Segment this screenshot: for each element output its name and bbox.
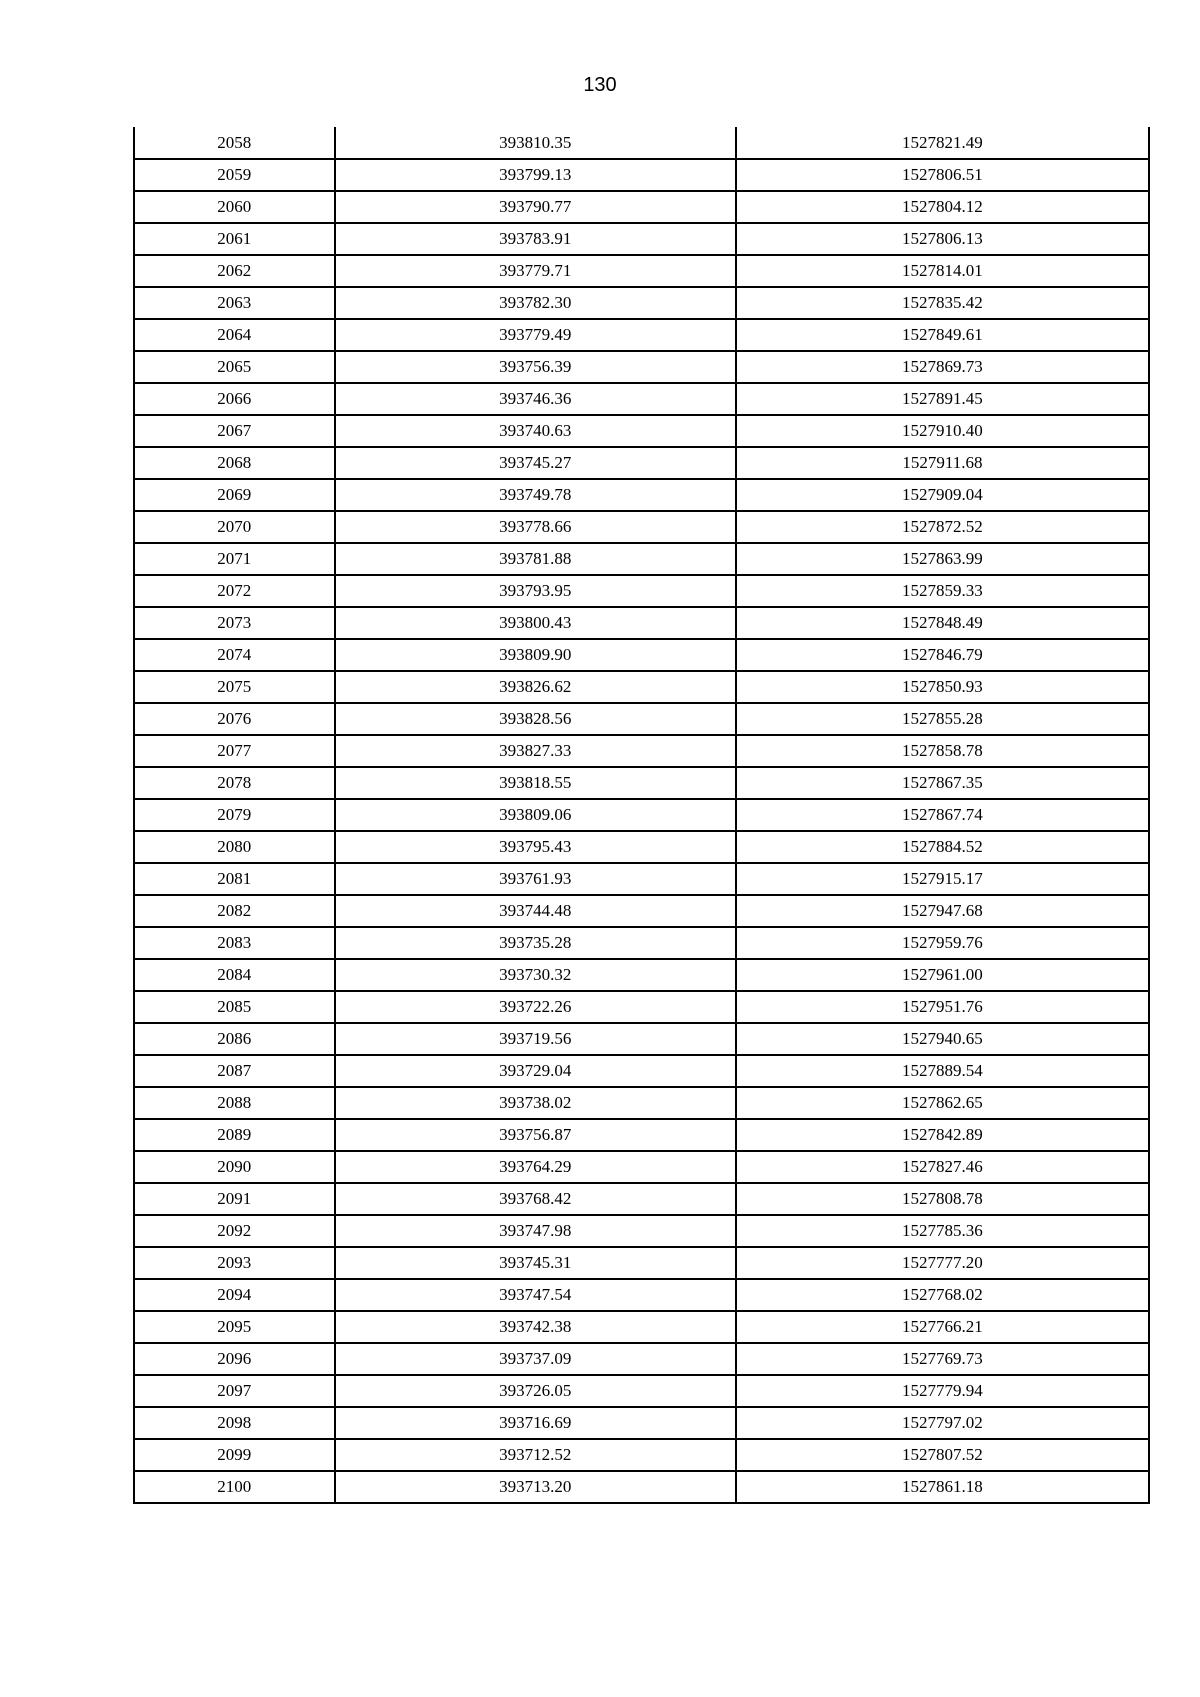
table-row bbox=[134, 1183, 1149, 1215]
point-number-cell: 2067 bbox=[134, 415, 335, 447]
table-row bbox=[134, 991, 1149, 1023]
table-row bbox=[134, 223, 1149, 255]
point-number-cell: 2064 bbox=[134, 319, 335, 351]
table-row bbox=[134, 543, 1149, 575]
x-coordinate-cell: 393783.91 bbox=[335, 223, 736, 255]
point-number-cell: 2098 bbox=[134, 1407, 335, 1439]
point-number-cell: 2084 bbox=[134, 959, 335, 991]
table-row bbox=[134, 383, 1149, 415]
y-coordinate-cell: 1527891.45 bbox=[736, 383, 1149, 415]
x-coordinate-cell: 393800.43 bbox=[335, 607, 736, 639]
table-row bbox=[134, 1311, 1149, 1343]
x-coordinate-cell: 393799.13 bbox=[335, 159, 736, 191]
x-coordinate-cell: 393712.52 bbox=[335, 1439, 736, 1471]
point-number-cell: 2068 bbox=[134, 447, 335, 479]
y-coordinate-cell: 1527797.02 bbox=[736, 1407, 1149, 1439]
y-coordinate-cell: 1527859.33 bbox=[736, 575, 1149, 607]
y-coordinate-cell: 1527961.00 bbox=[736, 959, 1149, 991]
x-coordinate-cell: 393738.02 bbox=[335, 1087, 736, 1119]
y-coordinate-cell: 1527872.52 bbox=[736, 511, 1149, 543]
y-coordinate-cell: 1527848.49 bbox=[736, 607, 1149, 639]
y-coordinate-cell: 1527863.99 bbox=[736, 543, 1149, 575]
y-coordinate-cell: 1527821.49 bbox=[736, 127, 1149, 159]
y-coordinate-cell: 1527869.73 bbox=[736, 351, 1149, 383]
x-coordinate-cell: 393795.43 bbox=[335, 831, 736, 863]
table-row bbox=[134, 575, 1149, 607]
point-number-cell: 2060 bbox=[134, 191, 335, 223]
table-row bbox=[134, 127, 1149, 159]
x-coordinate-cell: 393756.39 bbox=[335, 351, 736, 383]
table-body bbox=[134, 127, 1149, 1503]
y-coordinate-cell: 1527827.46 bbox=[736, 1151, 1149, 1183]
point-number-cell: 2075 bbox=[134, 671, 335, 703]
y-coordinate-cell: 1527807.52 bbox=[736, 1439, 1149, 1471]
x-coordinate-cell: 393826.62 bbox=[335, 671, 736, 703]
y-coordinate-cell: 1527855.28 bbox=[736, 703, 1149, 735]
x-coordinate-cell: 393809.90 bbox=[335, 639, 736, 671]
y-coordinate-cell: 1527889.54 bbox=[736, 1055, 1149, 1087]
x-coordinate-cell: 393746.36 bbox=[335, 383, 736, 415]
table-row bbox=[134, 735, 1149, 767]
table-row bbox=[134, 1407, 1149, 1439]
y-coordinate-cell: 1527777.20 bbox=[736, 1247, 1149, 1279]
y-coordinate-cell: 1527779.94 bbox=[736, 1375, 1149, 1407]
table-row bbox=[134, 895, 1149, 927]
y-coordinate-cell: 1527842.89 bbox=[736, 1119, 1149, 1151]
table-row bbox=[134, 447, 1149, 479]
y-coordinate-cell: 1527915.17 bbox=[736, 863, 1149, 895]
point-number-cell: 2071 bbox=[134, 543, 335, 575]
x-coordinate-cell: 393744.48 bbox=[335, 895, 736, 927]
x-coordinate-cell: 393719.56 bbox=[335, 1023, 736, 1055]
point-number-cell: 2090 bbox=[134, 1151, 335, 1183]
table-row bbox=[134, 159, 1149, 191]
x-coordinate-cell: 393730.32 bbox=[335, 959, 736, 991]
table-row bbox=[134, 1151, 1149, 1183]
table-row bbox=[134, 959, 1149, 991]
x-coordinate-cell: 393764.29 bbox=[335, 1151, 736, 1183]
table-row bbox=[134, 191, 1149, 223]
point-number-cell: 2069 bbox=[134, 479, 335, 511]
point-number-cell: 2061 bbox=[134, 223, 335, 255]
point-number-cell: 2083 bbox=[134, 927, 335, 959]
x-coordinate-cell: 393729.04 bbox=[335, 1055, 736, 1087]
table-row bbox=[134, 1055, 1149, 1087]
point-number-cell: 2089 bbox=[134, 1119, 335, 1151]
table-row bbox=[134, 1471, 1149, 1503]
x-coordinate-cell: 393749.78 bbox=[335, 479, 736, 511]
table-row bbox=[134, 1279, 1149, 1311]
x-coordinate-cell: 393809.06 bbox=[335, 799, 736, 831]
y-coordinate-cell: 1527884.52 bbox=[736, 831, 1149, 863]
point-number-cell: 2091 bbox=[134, 1183, 335, 1215]
point-number-cell: 2058 bbox=[134, 127, 335, 159]
y-coordinate-cell: 1527806.51 bbox=[736, 159, 1149, 191]
y-coordinate-cell: 1527947.68 bbox=[736, 895, 1149, 927]
y-coordinate-cell: 1527909.04 bbox=[736, 479, 1149, 511]
point-number-cell: 2078 bbox=[134, 767, 335, 799]
x-coordinate-cell: 393745.31 bbox=[335, 1247, 736, 1279]
y-coordinate-cell: 1527806.13 bbox=[736, 223, 1149, 255]
point-number-cell: 2096 bbox=[134, 1343, 335, 1375]
table-row bbox=[134, 671, 1149, 703]
table-row bbox=[134, 1375, 1149, 1407]
point-number-cell: 2077 bbox=[134, 735, 335, 767]
y-coordinate-cell: 1527959.76 bbox=[736, 927, 1149, 959]
table-row bbox=[134, 287, 1149, 319]
table-row bbox=[134, 799, 1149, 831]
table-row bbox=[134, 703, 1149, 735]
point-number-cell: 2088 bbox=[134, 1087, 335, 1119]
y-coordinate-cell: 1527808.78 bbox=[736, 1183, 1149, 1215]
point-number-cell: 2087 bbox=[134, 1055, 335, 1087]
point-number-cell: 2099 bbox=[134, 1439, 335, 1471]
point-number-cell: 2100 bbox=[134, 1471, 335, 1503]
x-coordinate-cell: 393779.71 bbox=[335, 255, 736, 287]
point-number-cell: 2097 bbox=[134, 1375, 335, 1407]
x-coordinate-cell: 393756.87 bbox=[335, 1119, 736, 1151]
point-number-cell: 2076 bbox=[134, 703, 335, 735]
y-coordinate-cell: 1527867.74 bbox=[736, 799, 1149, 831]
table-row bbox=[134, 255, 1149, 287]
x-coordinate-cell: 393828.56 bbox=[335, 703, 736, 735]
table-row bbox=[134, 511, 1149, 543]
table-row bbox=[134, 1247, 1149, 1279]
x-coordinate-cell: 393745.27 bbox=[335, 447, 736, 479]
x-coordinate-cell: 393747.98 bbox=[335, 1215, 736, 1247]
y-coordinate-cell: 1527862.65 bbox=[736, 1087, 1149, 1119]
point-number-cell: 2094 bbox=[134, 1279, 335, 1311]
x-coordinate-cell: 393716.69 bbox=[335, 1407, 736, 1439]
table-row bbox=[134, 639, 1149, 671]
point-number-cell: 2095 bbox=[134, 1311, 335, 1343]
point-number-cell: 2070 bbox=[134, 511, 335, 543]
x-coordinate-cell: 393793.95 bbox=[335, 575, 736, 607]
x-coordinate-cell: 393781.88 bbox=[335, 543, 736, 575]
table-row bbox=[134, 831, 1149, 863]
y-coordinate-cell: 1527861.18 bbox=[736, 1471, 1149, 1503]
y-coordinate-cell: 1527814.01 bbox=[736, 255, 1149, 287]
point-number-cell: 2092 bbox=[134, 1215, 335, 1247]
point-number-cell: 2062 bbox=[134, 255, 335, 287]
x-coordinate-cell: 393740.63 bbox=[335, 415, 736, 447]
table-row bbox=[134, 1119, 1149, 1151]
table-row bbox=[134, 479, 1149, 511]
y-coordinate-cell: 1527867.35 bbox=[736, 767, 1149, 799]
y-coordinate-cell: 1527951.76 bbox=[736, 991, 1149, 1023]
table-row bbox=[134, 415, 1149, 447]
y-coordinate-cell: 1527846.79 bbox=[736, 639, 1149, 671]
point-number-cell: 2073 bbox=[134, 607, 335, 639]
table-row bbox=[134, 1087, 1149, 1119]
y-coordinate-cell: 1527858.78 bbox=[736, 735, 1149, 767]
table-row bbox=[134, 1023, 1149, 1055]
y-coordinate-cell: 1527911.68 bbox=[736, 447, 1149, 479]
table-row bbox=[134, 767, 1149, 799]
table-row bbox=[134, 1215, 1149, 1247]
point-number-cell: 2082 bbox=[134, 895, 335, 927]
table-row bbox=[134, 319, 1149, 351]
x-coordinate-cell: 393790.77 bbox=[335, 191, 736, 223]
point-number-cell: 2066 bbox=[134, 383, 335, 415]
x-coordinate-cell: 393810.35 bbox=[335, 127, 736, 159]
y-coordinate-cell: 1527910.40 bbox=[736, 415, 1149, 447]
x-coordinate-cell: 393713.20 bbox=[335, 1471, 736, 1503]
y-coordinate-cell: 1527769.73 bbox=[736, 1343, 1149, 1375]
point-number-cell: 2065 bbox=[134, 351, 335, 383]
x-coordinate-cell: 393722.26 bbox=[335, 991, 736, 1023]
point-number-cell: 2080 bbox=[134, 831, 335, 863]
table-row bbox=[134, 1343, 1149, 1375]
y-coordinate-cell: 1527940.65 bbox=[736, 1023, 1149, 1055]
x-coordinate-cell: 393768.42 bbox=[335, 1183, 736, 1215]
x-coordinate-cell: 393735.28 bbox=[335, 927, 736, 959]
point-number-cell: 2059 bbox=[134, 159, 335, 191]
y-coordinate-cell: 1527849.61 bbox=[736, 319, 1149, 351]
table-row bbox=[134, 863, 1149, 895]
x-coordinate-cell: 393779.49 bbox=[335, 319, 736, 351]
point-number-cell: 2063 bbox=[134, 287, 335, 319]
table-row bbox=[134, 607, 1149, 639]
y-coordinate-cell: 1527804.12 bbox=[736, 191, 1149, 223]
x-coordinate-cell: 393782.30 bbox=[335, 287, 736, 319]
y-coordinate-cell: 1527766.21 bbox=[736, 1311, 1149, 1343]
x-coordinate-cell: 393778.66 bbox=[335, 511, 736, 543]
table-row bbox=[134, 1439, 1149, 1471]
x-coordinate-cell: 393737.09 bbox=[335, 1343, 736, 1375]
point-number-cell: 2093 bbox=[134, 1247, 335, 1279]
y-coordinate-cell: 1527785.36 bbox=[736, 1215, 1149, 1247]
point-number-cell: 2074 bbox=[134, 639, 335, 671]
x-coordinate-cell: 393726.05 bbox=[335, 1375, 736, 1407]
x-coordinate-cell: 393761.93 bbox=[335, 863, 736, 895]
x-coordinate-cell: 393827.33 bbox=[335, 735, 736, 767]
y-coordinate-cell: 1527850.93 bbox=[736, 671, 1149, 703]
table-row bbox=[134, 351, 1149, 383]
point-number-cell: 2072 bbox=[134, 575, 335, 607]
coordinate-table bbox=[133, 127, 1150, 1504]
x-coordinate-cell: 393747.54 bbox=[335, 1279, 736, 1311]
y-coordinate-cell: 1527768.02 bbox=[736, 1279, 1149, 1311]
point-number-cell: 2085 bbox=[134, 991, 335, 1023]
x-coordinate-cell: 393818.55 bbox=[335, 767, 736, 799]
point-number-cell: 2081 bbox=[134, 863, 335, 895]
point-number-cell: 2079 bbox=[134, 799, 335, 831]
page-number: 130 bbox=[583, 74, 617, 96]
table-row bbox=[134, 927, 1149, 959]
y-coordinate-cell: 1527835.42 bbox=[736, 287, 1149, 319]
point-number-cell: 2086 bbox=[134, 1023, 335, 1055]
x-coordinate-cell: 393742.38 bbox=[335, 1311, 736, 1343]
